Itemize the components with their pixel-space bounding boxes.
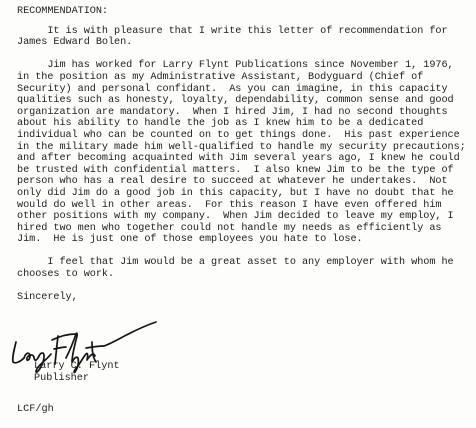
signer-title: Publisher	[34, 372, 90, 384]
paragraph-2-line: individual who can be counted on to get things done. His past experience	[17, 129, 460, 141]
letter-body	[17, 6, 472, 304]
paragraph-2-line: organization are mandatory. When I hired Jim, I had no second thoughts	[17, 106, 448, 118]
spacer	[17, 18, 472, 26]
paragraph-3-line: I feel that Jim would be a great asset to any employer with whom he	[17, 257, 454, 269]
paragraph-1	[17, 26, 472, 49]
paragraph-1-line: It is with pleasure that I write this letter of recommendation for	[17, 25, 448, 37]
paragraph-2-line: in the position as my Administrative Assistant, Bodyguard (Chief of	[17, 71, 424, 83]
paragraph-2-line: qualities such as honesty, loyalty, dependability, common sense and good	[17, 95, 454, 107]
closing: Sincerely,	[17, 292, 78, 304]
paragraph-3	[17, 257, 472, 280]
paragraph-1-line: James Edward Bolen.	[17, 37, 133, 49]
paragraph-2-line: only did Jim do a good job in this capacity, but I have no doubt that he	[17, 187, 454, 199]
paragraph-2-line: Security) and personal confidant. As you can imagine, in this capacity	[17, 83, 448, 95]
paragraph-2-line: other positions with my company. When Jim decided to leave my employ, I	[17, 211, 454, 223]
paragraph-2	[17, 60, 472, 246]
paragraph-2-line: person who has a real desire to succeed at whatever he undertakes. Not	[17, 176, 448, 188]
heading: RECOMMENDATION:	[17, 6, 108, 17]
reference-initials: LCF/gh	[17, 404, 54, 415]
paragraph-2-line: would do well in other areas. For this reason I have even offered him	[17, 199, 442, 211]
paragraph-3-line: chooses to work.	[17, 269, 115, 281]
paragraph-2-line: hired two men who together could not handle my needs as efficiently as	[17, 222, 442, 234]
signer-name: Larry C. Flynt	[34, 361, 120, 372]
spacer	[17, 49, 472, 61]
spacer	[17, 246, 472, 258]
paragraph-2-line: be trusted with confidential matters. I also knew Jim to be the type of	[17, 164, 454, 176]
spacer	[17, 281, 472, 293]
signer-block	[34, 361, 120, 384]
paragraph-2-line: about his ability to handle the job as I knew him to be a dedicated	[17, 118, 424, 130]
paragraph-2-line: Jim has worked for Larry Flynt Publications since November 1, 1976,	[17, 60, 454, 72]
paragraph-2-line: Jim. He is just one of those employees you hate to lose.	[17, 234, 363, 246]
paragraph-2-line: in the military made him well-qualified to handle my security precautions;	[17, 141, 466, 153]
paragraph-2-line: and after becoming acquainted with Jim several years ago, I knew he could	[17, 153, 460, 165]
